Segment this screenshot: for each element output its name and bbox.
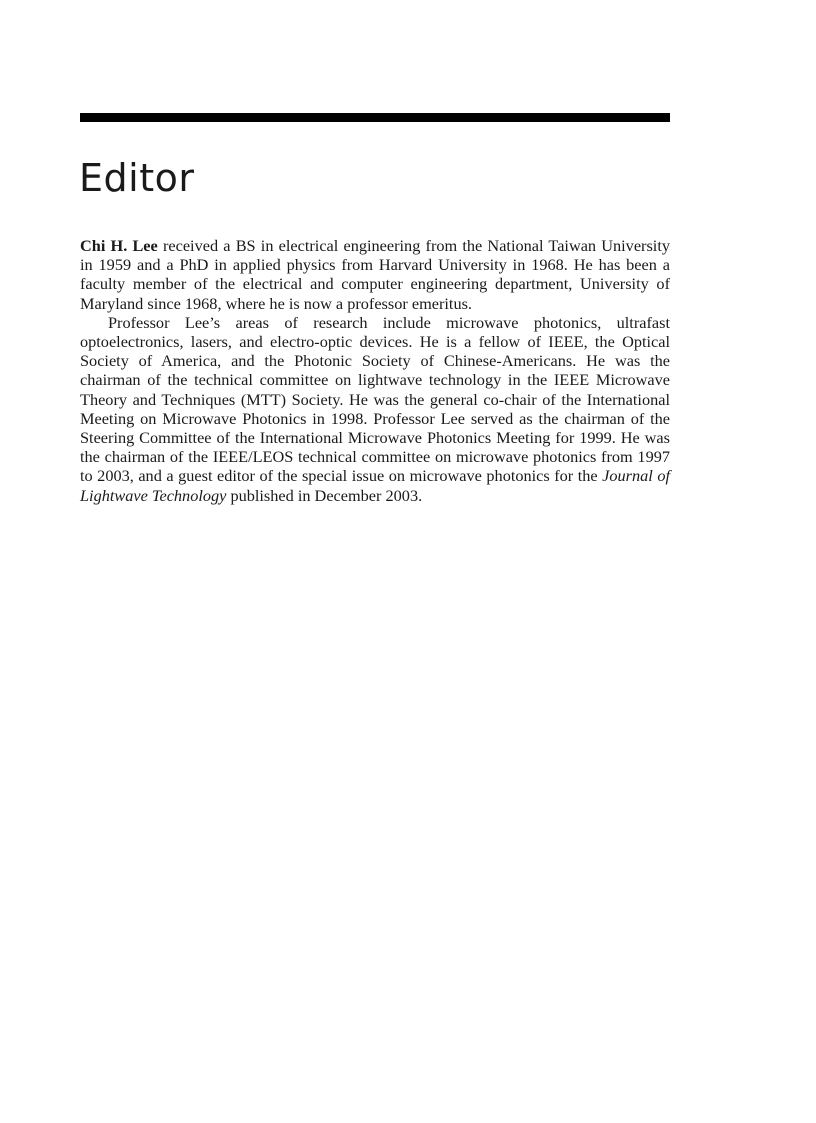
bio-paragraph-1-text: received a BS in electrical engineering from the National Taiwan University in 1959 and a PhD in applied physics from Harvard University in 1968. He has been a faculty member of the electrical and computer engineering department, University of Maryland since 1968, where he is now a professor emeritus. [80, 236, 670, 313]
bio-paragraph-1 [80, 236, 670, 313]
header-rule [80, 113, 670, 122]
journal-title: Journal of Lightwave Technology [80, 466, 670, 505]
page-title: Editor [79, 156, 195, 200]
bio-paragraph-2-ending: published in December 2003. [226, 485, 423, 505]
editor-name: Chi H. Lee [80, 236, 158, 255]
bio-paragraph-2-text: Professor Lee’s areas of research include microwave photonics, ultrafast optoelectronics, lasers, and electro-optic devices. He is a fellow of IEEE, the Optical Society of America, and the Photonic Society of Chinese-Americans. He was the chairman of the technical committee on lightwave technology in the IEEE Microwave Theory and Techniques (MTT) Society. He was the general co-chair of the International Meeting on Microwave Photonics in 1998. Professor Lee served as the chairman of the Steering Committee of the International Microwave Photonics Meeting for 1999. He was the chairman of the IEEE/LEOS technical committee on microwave photonics from 1997 to 2003, and a guest editor of the special issue on microwave photonics for the [80, 312, 670, 486]
bio-paragraph-2 [80, 313, 670, 505]
editor-biography [80, 236, 670, 505]
